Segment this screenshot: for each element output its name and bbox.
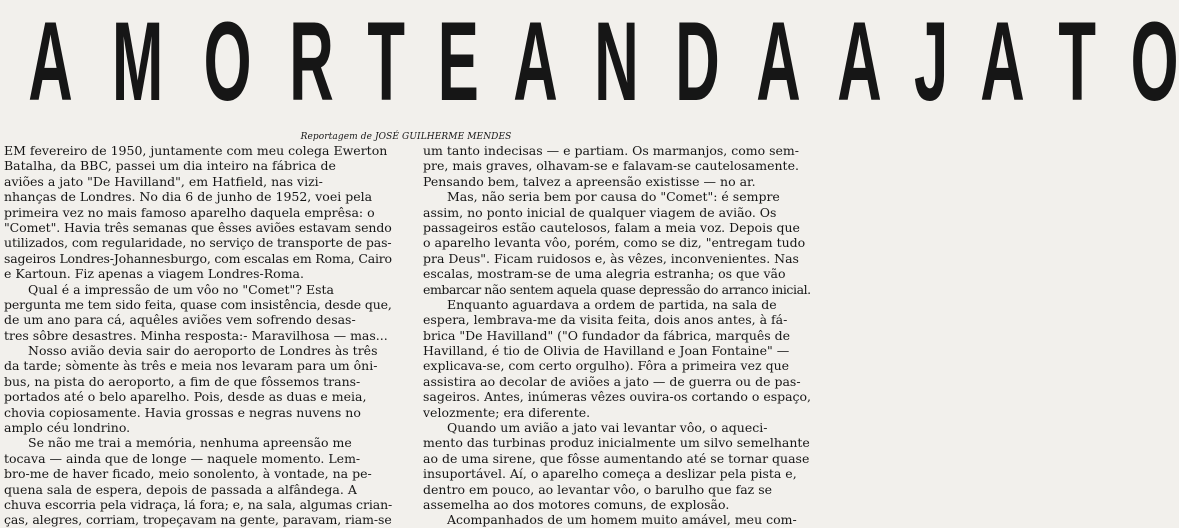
headline-letter: M — [111, 0, 164, 124]
text-line: ao de uma sirene, que fôsse aumentando até se tornar quase — [423, 450, 810, 466]
text-line: Nosso avião devia sair do aeroporto de Londres às três — [28, 343, 378, 359]
headline-letter: D — [675, 0, 720, 124]
text-line: tocava — ainda que de longe — naquele momento. Lem- — [4, 450, 361, 466]
text-line: o aparelho levanta vôo, porém, como se diz, "entregam tudo — [423, 235, 806, 251]
headline — [0, 0, 1179, 128]
byline: Reportagem de JOSÉ GUILHERME MENDES — [300, 132, 512, 142]
text-line: Pensando bem, talvez a apreensão existisse — no ar. — [423, 173, 756, 189]
headline-letter: A — [837, 0, 882, 124]
text-line: explicava-se, com certo orgulho). Fôra a primeira vez que — [423, 358, 790, 374]
text-line: assemelha ao dos motores comuns, de explosão. — [423, 496, 730, 512]
article-column-left — [4, 143, 392, 528]
headline-letter: O — [1130, 0, 1179, 124]
text-line: portados até o belo aparelho. Pois, desde as duas e meia, — [4, 389, 367, 405]
headline-letter: J — [913, 0, 949, 124]
text-line: Qual é a impressão de um vôo no "Comet"? Esta — [28, 281, 334, 297]
text-line: dentro em pouco, ao levantar vôo, o barulho que faz se — [423, 481, 773, 497]
text-line: Quando um avião a jato vai levantar vôo, o aqueci- — [447, 420, 768, 436]
headline-letter: E — [437, 0, 479, 124]
text-line: "Comet". Havia três semanas que êsses aviões estavam sendo — [4, 219, 392, 235]
text-line: espera, lembrava-me da visita feita, dois anos antes, à fá- — [423, 312, 788, 328]
headline-letter: A — [513, 0, 559, 124]
text-line: quena sala de espera, depois de passada a alfândega. A — [4, 481, 357, 497]
text-line: brica "De Havilland" ("O fundador da fábrica, marquês de — [423, 327, 791, 343]
text-line: um tanto indecisas — e partiam. Os marmanjos, como sem- — [423, 143, 799, 158]
text-line: embarcar não sentem aquela quase depressão do arranco inicial. — [423, 281, 811, 297]
text-line: assistira ao decolar de aviões a jato — de guerra ou de pas- — [423, 373, 801, 389]
headline-letter: O — [203, 0, 252, 124]
article-column-right — [423, 143, 811, 528]
text-line: utilizados, com regularidade, no serviço de transporte de pas- — [4, 235, 392, 251]
text-line: amplo céu londrino. — [4, 420, 131, 436]
headline-letter: N — [594, 0, 639, 124]
text-line: passageiros estão cautelosos, falam a meia voz. Depois que — [423, 219, 800, 235]
text-line: insuportável. Aí, o aparelho começa a deslizar pela pista e, — [423, 466, 797, 482]
text-line: velozmente; era diferente. — [423, 404, 591, 420]
text-line: pergunta me tem sido feita, quase com insistência, desde que, — [4, 296, 392, 312]
text-line: mento das turbinas produz inicialmente um silvo semelhante — [423, 435, 810, 451]
text-line: Mas, não seria bem por causa do "Comet": é sempre — [447, 189, 780, 205]
headline-letter: A — [756, 0, 801, 124]
text-line: Acompanhados de um homem muito amável, meu com- — [447, 512, 797, 528]
headline-letter: A — [28, 0, 73, 124]
text-line: ças, alegres, corriam, tropeçavam na gente, paravam, riam-se — [4, 512, 392, 528]
text-line: bro-me de haver ficado, meio sonolento, à vontade, na pe- — [4, 466, 372, 482]
headline-letter: R — [289, 0, 335, 124]
headline-letter: T — [1058, 0, 1096, 124]
text-line: EM fevereiro de 1950, juntamente com meu colega Ewerton — [4, 143, 388, 158]
text-line: Se não me trai a memória, nenhuma apreensão me — [28, 435, 352, 451]
text-line: da tarde; sòmente às três e meia nos levaram para um ôni- — [4, 358, 378, 374]
text-line: sageiros Londres-Johannesburgo, com escalas em Roma, Cairo — [4, 250, 392, 266]
text-line: aviões a jato "De Havilland", em Hatfield, nas vizi- — [4, 173, 323, 189]
text-line: Enquanto aguardava a ordem de partida, na sala de — [447, 296, 777, 312]
text-line: chovia copiosamente. Havia grossas e negras nuvens no — [4, 404, 361, 420]
text-line: primeira vez no mais famoso aparelho daquela emprêsa: o — [4, 204, 375, 220]
text-line: sageiros. Antes, inúmeras vêzes ouvira-os cortando o espaço, — [423, 389, 811, 405]
headline-letter: A — [980, 0, 1025, 124]
text-line: pra Deus". Ficam ruidosos e, às vêzes, inconvenientes. Nas — [423, 250, 799, 266]
headline-letter: T — [367, 0, 406, 124]
text-line: de um ano para cá, aquêles aviões vem sofrendo desas- — [4, 312, 356, 328]
text-line: assim, no ponto inicial de qualquer viagem de avião. Os — [423, 204, 777, 220]
text-line: nhanças de Londres. No dia 6 de junho de 1952, voei pela — [4, 189, 373, 205]
text-line: e Kartoun. Fiz apenas a viagem Londres-Roma. — [4, 266, 304, 282]
text-line: tres sôbre desastres. Minha resposta:- Maravilhosa — mas... — [4, 327, 388, 343]
text-line: Havilland, é tio de Olivia de Havilland e Joan Fontaine" — — [423, 343, 790, 359]
text-line: Batalha, da BBC, passei um dia inteiro na fábrica de — [4, 158, 336, 174]
text-line: bus, na pista do aeroporto, a fim de que fôssemos trans- — [4, 373, 361, 389]
text-line: chuva escorria pela vidraça, lá fora; e, na sala, algumas crian- — [4, 496, 393, 512]
text-line: escalas, mostram-se de uma alegria estranha; os que vão — [423, 266, 786, 282]
text-line: pre, mais graves, olhavam-se e falavam-se cautelosamente. — [423, 158, 799, 174]
